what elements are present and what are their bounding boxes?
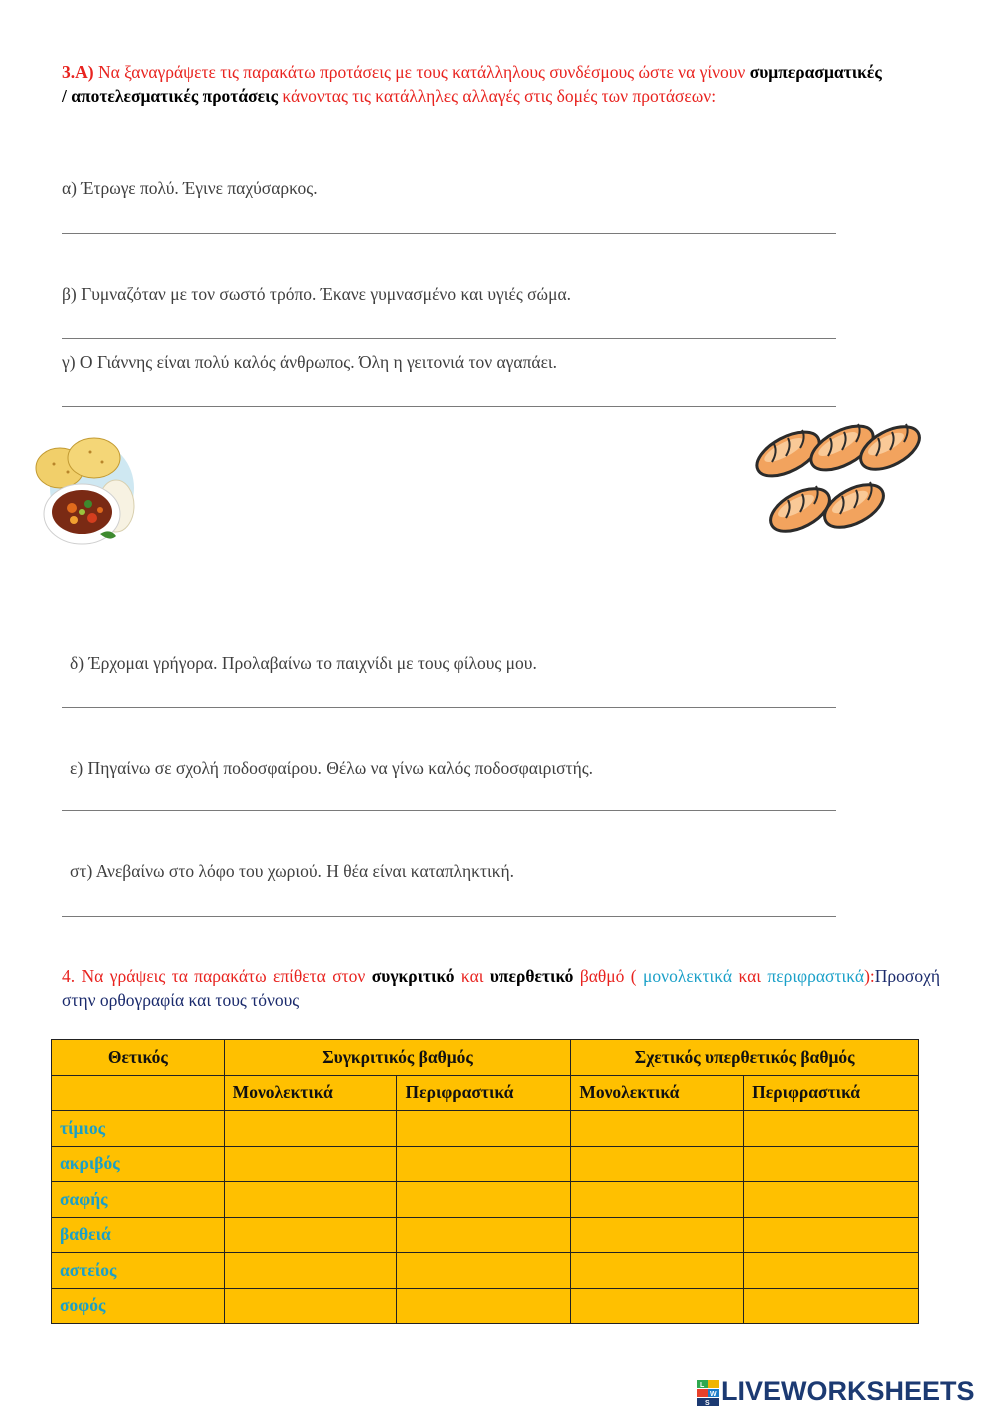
- subheader-superlative-periphrastic: Περιφραστικά: [744, 1075, 919, 1111]
- answer-cell[interactable]: [224, 1146, 397, 1182]
- instruction-bold-text: συμπερασματικές / αποτελεσματικές προτάσεις: [62, 62, 882, 106]
- instruction-cyan-single-word: μονολεκτικά: [643, 966, 733, 986]
- answer-cell[interactable]: [224, 1182, 397, 1218]
- answer-cell[interactable]: [397, 1182, 571, 1218]
- answer-cell[interactable]: [397, 1253, 571, 1289]
- table-row: [52, 1217, 919, 1253]
- logo-text: LIVEWORKSHEETS: [721, 1376, 975, 1406]
- adjective-cell: βαθειά: [52, 1217, 225, 1253]
- table-header-row: [52, 1040, 919, 1076]
- answer-cell[interactable]: [571, 1182, 744, 1218]
- table-row: [52, 1182, 919, 1218]
- exercise-3-instruction: [62, 60, 882, 108]
- answer-cell[interactable]: [571, 1146, 744, 1182]
- answer-cell[interactable]: [744, 1146, 919, 1182]
- answer-cell[interactable]: [224, 1253, 397, 1289]
- adjective-cell: τίμιος: [52, 1111, 225, 1147]
- sentence-b: β) Γυμναζόταν με τον σωστό τρόπο. Έκανε γυμνασμένο και υγιές σώμα.: [62, 284, 572, 304]
- bread-loaves-image: [750, 418, 930, 540]
- subheader-comparative-single: Μονολεκτικά: [224, 1075, 397, 1111]
- exercise-3-number: 3.A): [62, 62, 94, 82]
- answer-cell[interactable]: [397, 1111, 571, 1147]
- subheader-comparative-periphrastic: Περιφραστικά: [397, 1075, 571, 1111]
- answer-cell[interactable]: [571, 1253, 744, 1289]
- food-plate-image: [30, 430, 140, 552]
- answer-cell[interactable]: [744, 1288, 919, 1324]
- adjective-cell: σαφής: [52, 1182, 225, 1218]
- table-row: [52, 1253, 919, 1289]
- adjective-cell: αστείος: [52, 1253, 225, 1289]
- adjective-degrees-table: [51, 1039, 919, 1324]
- answer-cell[interactable]: [224, 1288, 397, 1324]
- answer-line-d[interactable]: [62, 707, 836, 708]
- sentence-a: α) Έτρωγε πολύ. Έγινε παχύσαρκος.: [62, 178, 318, 198]
- sentence-d: δ) Έρχομαι γρήγορα. Προλαβαίνω το παιχνίδι με τους φίλους μου.: [70, 653, 537, 673]
- exercise-4-instruction: [62, 964, 940, 1012]
- answer-line-c[interactable]: [62, 406, 836, 407]
- answer-line-e[interactable]: [62, 810, 836, 811]
- instruction-text: και: [454, 966, 490, 986]
- header-superlative: Σχετικός υπερθετικός βαθμός: [571, 1040, 919, 1076]
- answer-cell[interactable]: [744, 1111, 919, 1147]
- adjective-cell: ακριβός: [52, 1146, 225, 1182]
- answer-cell[interactable]: [397, 1288, 571, 1324]
- svg-text:L: L: [700, 1382, 705, 1389]
- instruction-text: και: [732, 966, 768, 986]
- instruction-text: ):: [864, 966, 875, 986]
- header-comparative: Συγκριτικός βαθμός: [224, 1040, 571, 1076]
- sentence-st: στ) Ανεβαίνω στο λόφο του χωριού. Η θέα είναι καταπληκτική.: [70, 861, 515, 881]
- instruction-note: Προσοχή στην ορθογραφία και τους τόνους: [62, 966, 940, 1010]
- answer-line-a[interactable]: [62, 233, 836, 234]
- answer-line-b[interactable]: [62, 338, 836, 339]
- instruction-text: Να ξαναγράψετε τις παρακάτω προτάσεις με τους κατάλληλους συνδέσμους ώστε να γίνουν: [93, 62, 746, 82]
- answer-cell[interactable]: [397, 1146, 571, 1182]
- table-row: [52, 1111, 919, 1147]
- instruction-bold-comparative: συγκριτικό: [371, 966, 455, 986]
- answer-cell[interactable]: [571, 1217, 744, 1253]
- subheader-empty: [52, 1075, 225, 1111]
- answer-cell[interactable]: [397, 1217, 571, 1253]
- header-positive: Θετικός: [52, 1040, 225, 1076]
- instruction-text-end: κάνοντας τις κατάλληλες αλλαγές στις δομές των προτάσεων:: [277, 86, 717, 106]
- answer-cell[interactable]: [571, 1288, 744, 1324]
- instruction-cyan-periphrastic: περιφραστικά: [767, 966, 865, 986]
- logo-mark-icon: [697, 1380, 719, 1406]
- answer-cell[interactable]: [571, 1111, 744, 1147]
- svg-text:S: S: [705, 1400, 710, 1406]
- subheader-superlative-single: Μονολεκτικά: [571, 1075, 744, 1111]
- answer-cell[interactable]: [224, 1111, 397, 1147]
- instruction-bold-superlative: υπερθετικό: [489, 966, 574, 986]
- table-row: [52, 1146, 919, 1182]
- answer-cell[interactable]: [224, 1217, 397, 1253]
- answer-line-st[interactable]: [62, 916, 836, 917]
- svg-text:W: W: [710, 1391, 717, 1398]
- table-subheader-row: [52, 1075, 919, 1111]
- answer-cell[interactable]: [744, 1253, 919, 1289]
- table-row: [52, 1288, 919, 1324]
- sentence-e: ε) Πηγαίνω σε σχολή ποδοσφαίρου. Θέλω να γίνω καλός ποδοσφαιριστής.: [70, 758, 594, 778]
- sentence-c: γ) Ο Γιάννης είναι πολύ καλός άνθρωπος. Όλη η γειτονιά τον αγαπάει.: [62, 352, 558, 372]
- instruction-text: 4. Να γράψεις τα παρακάτω επίθετα στον: [62, 966, 372, 986]
- instruction-text: βαθμό (: [573, 966, 644, 986]
- answer-cell[interactable]: [744, 1182, 919, 1218]
- answer-cell[interactable]: [744, 1217, 919, 1253]
- adjective-cell: σοφός: [52, 1288, 225, 1324]
